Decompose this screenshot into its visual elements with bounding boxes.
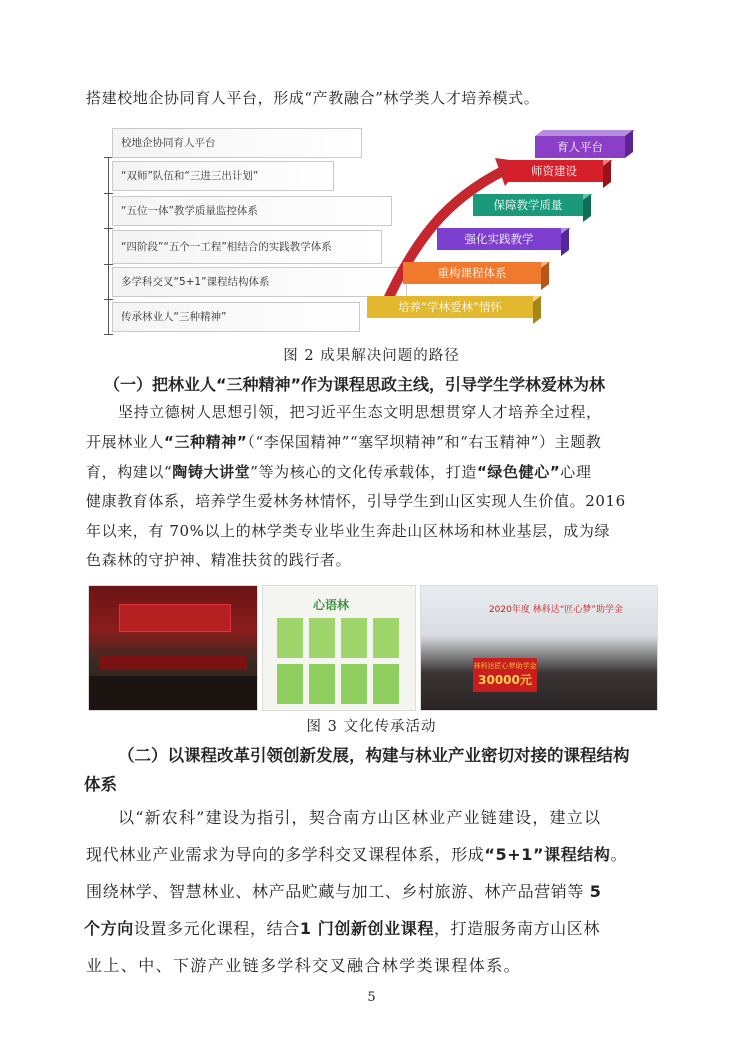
audience	[89, 676, 257, 710]
text-span: 育，构建以“	[86, 463, 173, 481]
step-platform: 育人平台	[535, 136, 625, 158]
section-1-heading: （一）把林业人“三种精神”作为课程思政主线，引导学生学林爱林为林	[104, 375, 606, 394]
text-span: 设置多元化课程，结合	[133, 919, 300, 938]
section-2-line	[86, 840, 627, 869]
bracket-line	[108, 157, 109, 335]
section-1-line	[86, 458, 592, 487]
bracket-tick	[104, 299, 113, 300]
section-1-line: 健康教育体系，培养学生爱林务林情怀，引导学生到山区实现人生价值。2016	[86, 492, 626, 510]
bracket-tick	[104, 264, 113, 265]
section-1-line	[86, 428, 601, 457]
section-2-heading: （二）以课程改革引领创新发展，构建与林业产业密切对接的课程结构	[118, 746, 630, 765]
text-span: 围绕林学、智慧林业、林产品贮藏与加工、乡村旅游、林产品营销等	[86, 882, 585, 901]
section-2-heading-cont: 体系	[84, 775, 117, 794]
intro-line: 搭建校地企协同育人平台，形成“产教融合”林学类人才培养模式。	[86, 89, 540, 107]
path-bar-quality: “五位一体”教学质量监控体系	[112, 196, 392, 226]
emphasis-text: 1 门创新创业课程	[299, 919, 434, 938]
text-span: 心理	[560, 463, 592, 481]
section-2-line	[84, 914, 600, 943]
path-bar-curriculum: 多学科交叉“5+1”课程结构体系	[112, 267, 407, 297]
bracket-tick	[104, 228, 113, 229]
text-span: ”等为核心的文化传承载体，打造	[250, 463, 477, 481]
emphasis-text: “绿色健心”	[476, 463, 561, 481]
step-curriculum: 重构课程体系	[403, 262, 541, 284]
emphasis-text: 个方向	[84, 919, 134, 938]
step-teachers: 师资建设	[505, 160, 603, 182]
step-sentiment: 培养“学林爱林”情怀	[367, 296, 533, 318]
portrait-row	[277, 664, 401, 704]
text-span: 现代林业产业需求为导向的多学科交叉课程体系，形成	[86, 845, 485, 864]
section-1-line: 色森林的守护神、精准扶贫的践行者。	[86, 551, 352, 569]
section-2-line	[86, 877, 601, 906]
figure-2-caption: 图 2 成果解决问题的路径	[283, 348, 460, 364]
section-1-line: 年以来，有 70%以上的林学类专业毕业生奔赴山区林场和林业基层，成为绿	[86, 522, 611, 540]
scholarship-board	[473, 658, 537, 692]
figure-3-caption: 图 3 文化传承活动	[306, 719, 437, 735]
event-banner: 2020年度 林科达“匠心梦”助学金	[488, 605, 624, 615]
path-bar-spirit: 传承林业人“三种精神”	[112, 302, 360, 332]
emphasis-text: 陶铸大讲堂	[172, 463, 251, 481]
text-span: ，打造服务南方山区林	[433, 919, 600, 938]
photo-scholarship-group	[420, 585, 658, 711]
path-bar-platform: 校地企协同育人平台	[112, 128, 362, 158]
text-span: 开展林业人	[86, 433, 165, 451]
bracket-tick	[104, 334, 113, 335]
text-span: （“李保国精神”“塞罕坝精神”和“右玉精神”）主题教	[247, 433, 602, 451]
emphasis-text: “三种精神”	[164, 433, 248, 451]
step-practice: 强化实践教学	[437, 228, 561, 250]
text-span: 。	[610, 845, 628, 864]
page-number: 5	[367, 990, 376, 1005]
photo-lecture-hall	[88, 585, 258, 711]
photo-display-board	[262, 585, 416, 711]
path-bar-teachers: “双师”队伍和“三进三出计划”	[112, 161, 334, 191]
emphasis-text: “5+1”课程结构	[484, 845, 611, 864]
step-quality: 保障教学质量	[473, 194, 583, 216]
emphasis-text: 5	[589, 882, 602, 901]
board-amount: 30000元	[478, 673, 532, 687]
bracket-tick	[104, 193, 113, 194]
stage-banner	[119, 604, 231, 632]
section-1-line: 坚持立德树人思想引领，把习近平生态文明思想贯穿人才培养全过程，	[118, 403, 602, 421]
board-line: 林科达匠心梦助学金	[473, 662, 537, 670]
section-2-line: 以“新农科”建设为指引，契合南方山区林业产业链建设，建立以	[118, 808, 602, 827]
section-2-line: 业上、中、下游产业链多学科交叉融合林学类课程体系。	[86, 956, 522, 975]
board-title: 心语林	[313, 598, 350, 612]
path-bar-practice: “四阶段”“五个一工程”相结合的实践教学体系	[112, 230, 382, 264]
stage-table	[99, 656, 247, 670]
portrait-row	[277, 618, 401, 658]
